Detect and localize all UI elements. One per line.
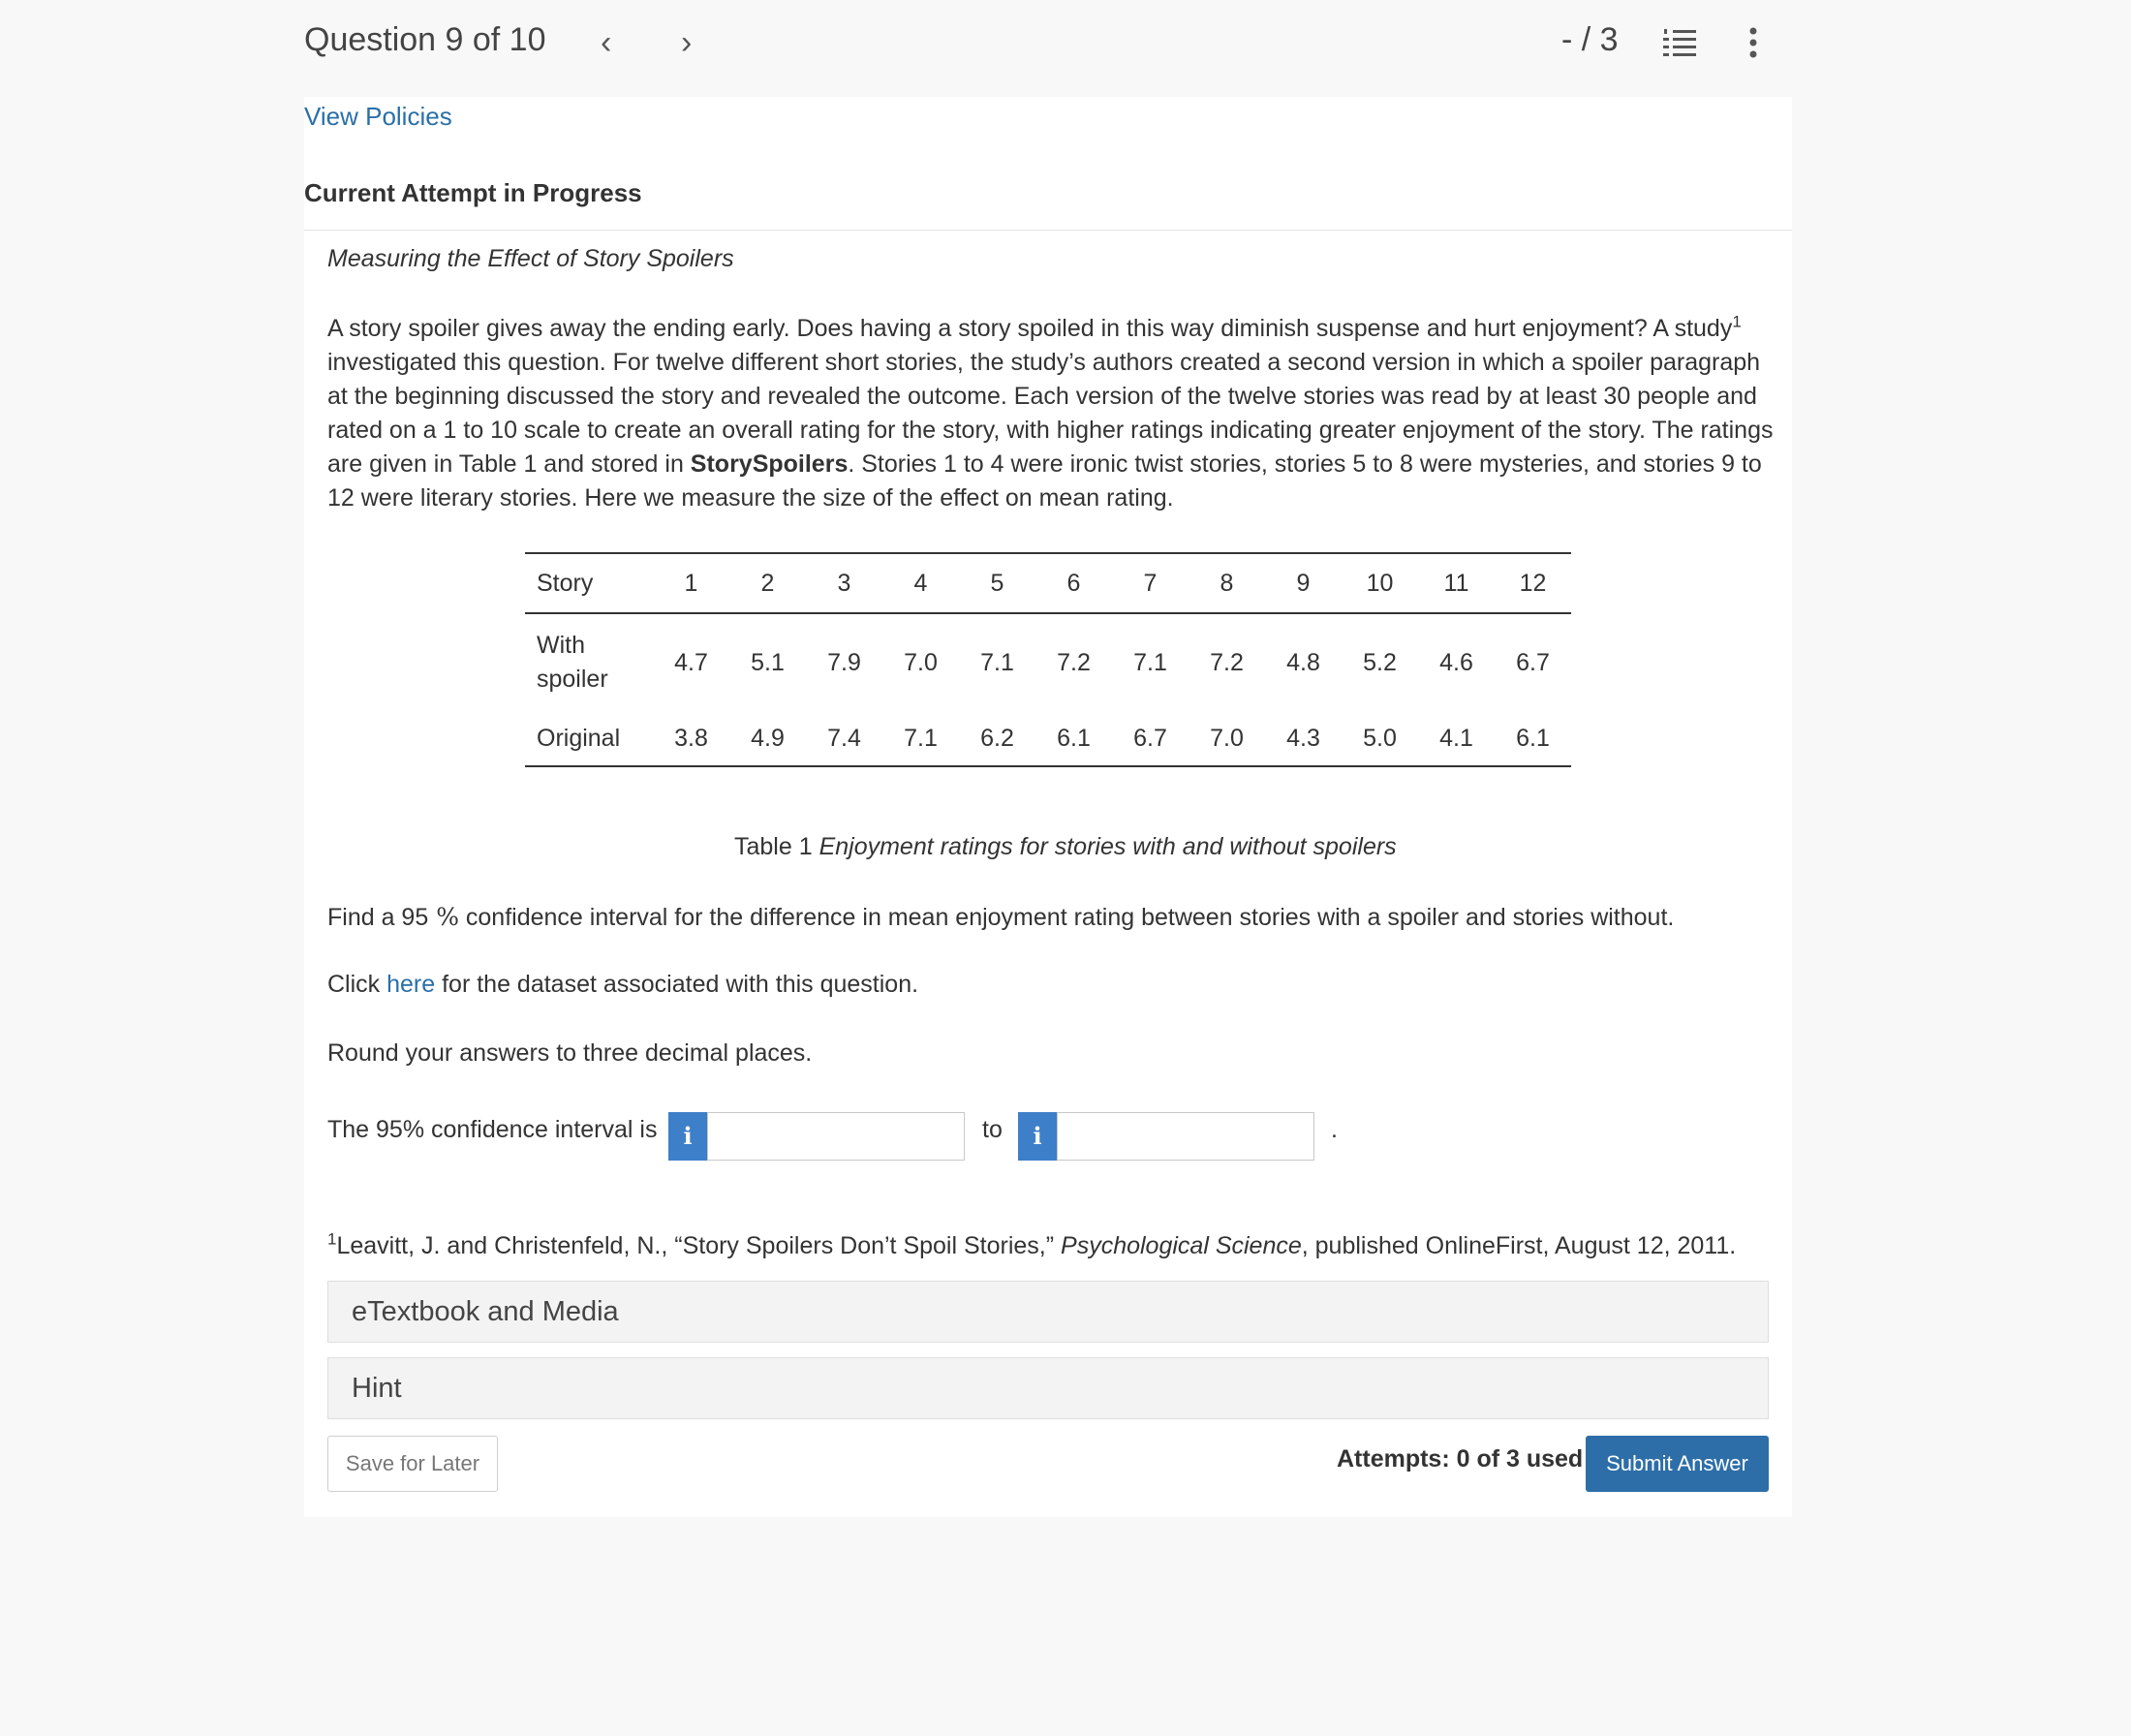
- table-header-cell: 4: [882, 553, 959, 613]
- question-intro: [327, 312, 1775, 515]
- table-header-cell: 10: [1342, 553, 1418, 613]
- table-cell: 6.7: [1112, 711, 1189, 766]
- footnote-marker: 1: [327, 1229, 337, 1249]
- table-cell: 7.1: [882, 711, 959, 766]
- table-header-cell: 7: [1112, 553, 1189, 613]
- score-display: - / 3: [1561, 21, 1619, 58]
- table-cell: 7.1: [1133, 648, 1167, 676]
- table-cell: 6.1: [1035, 711, 1112, 766]
- table-row-original: [525, 711, 1571, 766]
- dataset-name: StorySpoilers: [690, 450, 849, 478]
- dataset-link[interactable]: here: [386, 971, 436, 998]
- table-header-cell: 12: [1495, 553, 1571, 613]
- footnote: [327, 1229, 1737, 1260]
- attempt-heading: Current Attempt in Progress: [304, 178, 642, 207]
- kebab-menu-icon[interactable]: [1744, 25, 1763, 60]
- submit-answer-button[interactable]: Submit Answer: [1586, 1436, 1769, 1492]
- intro-text-2: investigated this question. For twelve different short stories, the study’s authors created a second version in which a spoiler paragraph at the beginning discussed the story and revealed the outcome. Each version of the twelve stories was read by at least 30 people and rated on a 1 to 10 scale to create an overall rating for the story, with higher ratings indicating greater enjoyment of the story. The ratings are given in Table 1 and stored in: [327, 349, 1774, 478]
- row-label-with-spoiler: [525, 613, 653, 711]
- question-counter: Question 9 of 10: [304, 21, 546, 58]
- footnote-text: Leavitt, J. and Christenfeld, N., “Story Spoilers Don’t Spoil Stories,”: [336, 1232, 1062, 1259]
- table-header-cell: 9: [1265, 553, 1342, 613]
- table-cell: 7.2: [1057, 648, 1091, 676]
- table-cell: 4.1: [1418, 711, 1495, 766]
- table-cell: 7.9: [827, 648, 861, 676]
- find-instruction: [327, 903, 1674, 932]
- divider: [304, 230, 1792, 231]
- next-question-chevron-icon[interactable]: ›: [681, 24, 693, 61]
- row-label-line: spoiler: [537, 666, 608, 693]
- table-cell: 4.9: [729, 711, 806, 766]
- table-header-label: Story: [525, 553, 653, 613]
- table-header-cell: 5: [959, 553, 1035, 613]
- table-header-row: [525, 553, 1571, 613]
- table-cell: 5.0: [1342, 711, 1418, 766]
- percent-symbol: %: [428, 903, 459, 931]
- to-label: to: [982, 1116, 1003, 1143]
- table-header-cell: 6: [1035, 553, 1112, 613]
- table-cell: 5.2: [1363, 648, 1397, 676]
- hint-accordion[interactable]: Hint: [327, 1357, 1769, 1419]
- lower-bound-input[interactable]: [707, 1112, 965, 1161]
- rounding-instruction: Round your answers to three decimal places.: [327, 1039, 813, 1067]
- footnote-journal: Psychological Science: [1061, 1232, 1302, 1259]
- dataset-instruction: [327, 971, 918, 999]
- table-cell: 5.1: [751, 648, 785, 676]
- table-cell: 7.4: [806, 711, 882, 766]
- table-cell: 4.3: [1265, 711, 1342, 766]
- table-cell: 6.1: [1495, 711, 1571, 766]
- ci-label: The 95% confidence interval is: [327, 1116, 658, 1143]
- table-cell: 6.2: [959, 711, 1035, 766]
- prev-question-chevron-icon[interactable]: ‹: [601, 24, 612, 61]
- top-bar: [0, 0, 2131, 97]
- caption-title: Enjoyment ratings for stories with and without spoilers: [818, 833, 1397, 860]
- table-cell: 3.8: [653, 711, 729, 766]
- upper-bound-input[interactable]: [1057, 1112, 1314, 1161]
- table-cell: 4.8: [1286, 648, 1320, 676]
- table-caption: [734, 833, 1397, 861]
- row-label-original: Original: [525, 711, 653, 766]
- view-policies-link[interactable]: View Policies: [304, 102, 452, 131]
- intro-text-1: A story spoiler gives away the ending early. Does having a story spoiled in this way diminish suspense and hurt enjoyment? A study: [327, 315, 1733, 342]
- intro-footnote-marker: 1: [1732, 312, 1742, 331]
- table-cell: 4.7: [674, 648, 708, 676]
- info-icon[interactable]: i: [1018, 1112, 1057, 1161]
- find-text: Find a 95: [327, 904, 429, 931]
- table-header-cell: 1: [653, 553, 729, 613]
- footnote-text-rest: , published OnlineFirst, August 12, 2011.: [1301, 1232, 1737, 1259]
- table-cell: 7.0: [904, 648, 938, 676]
- table-header-cell: 11: [1418, 553, 1495, 613]
- table-cell: 7.2: [1210, 648, 1244, 676]
- table-cell: 7.1: [980, 648, 1014, 676]
- row-label-line: With: [537, 632, 585, 659]
- table-header-cell: 8: [1189, 553, 1265, 613]
- caption-prefix: Table 1: [734, 833, 819, 860]
- table-row-with-spoiler: [525, 613, 1571, 711]
- list-numbered-icon[interactable]: [1662, 27, 1697, 58]
- click-text: Click: [327, 971, 387, 998]
- attempts-counter: Attempts: 0 of 3 used: [1337, 1445, 1584, 1472]
- period: .: [1331, 1116, 1338, 1143]
- table-header-cell: 2: [729, 553, 806, 613]
- question-subtitle: Measuring the Effect of Story Spoilers: [327, 245, 734, 272]
- table-cell: 4.6: [1439, 648, 1473, 676]
- table-header-cell: 3: [806, 553, 882, 613]
- table-cell: 6.7: [1516, 648, 1550, 676]
- table-cell: 7.0: [1189, 711, 1265, 766]
- save-for-later-button[interactable]: Save for Later: [327, 1436, 498, 1492]
- ratings-table: [525, 552, 1571, 767]
- find-text-rest: confidence interval for the difference in mean enjoyment rating between stories with a spoiler and stories without.: [458, 904, 1675, 931]
- etextbook-accordion[interactable]: eTextbook and Media: [327, 1281, 1769, 1343]
- intro-text-3: . Stories 1 to 4 were ironic twist stories, stories 5 to 8 were mysteries, and stories 9 to 12 were literary stories. Here we measure the size of the effect on mean rating.: [327, 450, 1762, 512]
- info-icon[interactable]: i: [668, 1112, 707, 1161]
- click-text-rest: for the dataset associated with this question.: [435, 971, 919, 998]
